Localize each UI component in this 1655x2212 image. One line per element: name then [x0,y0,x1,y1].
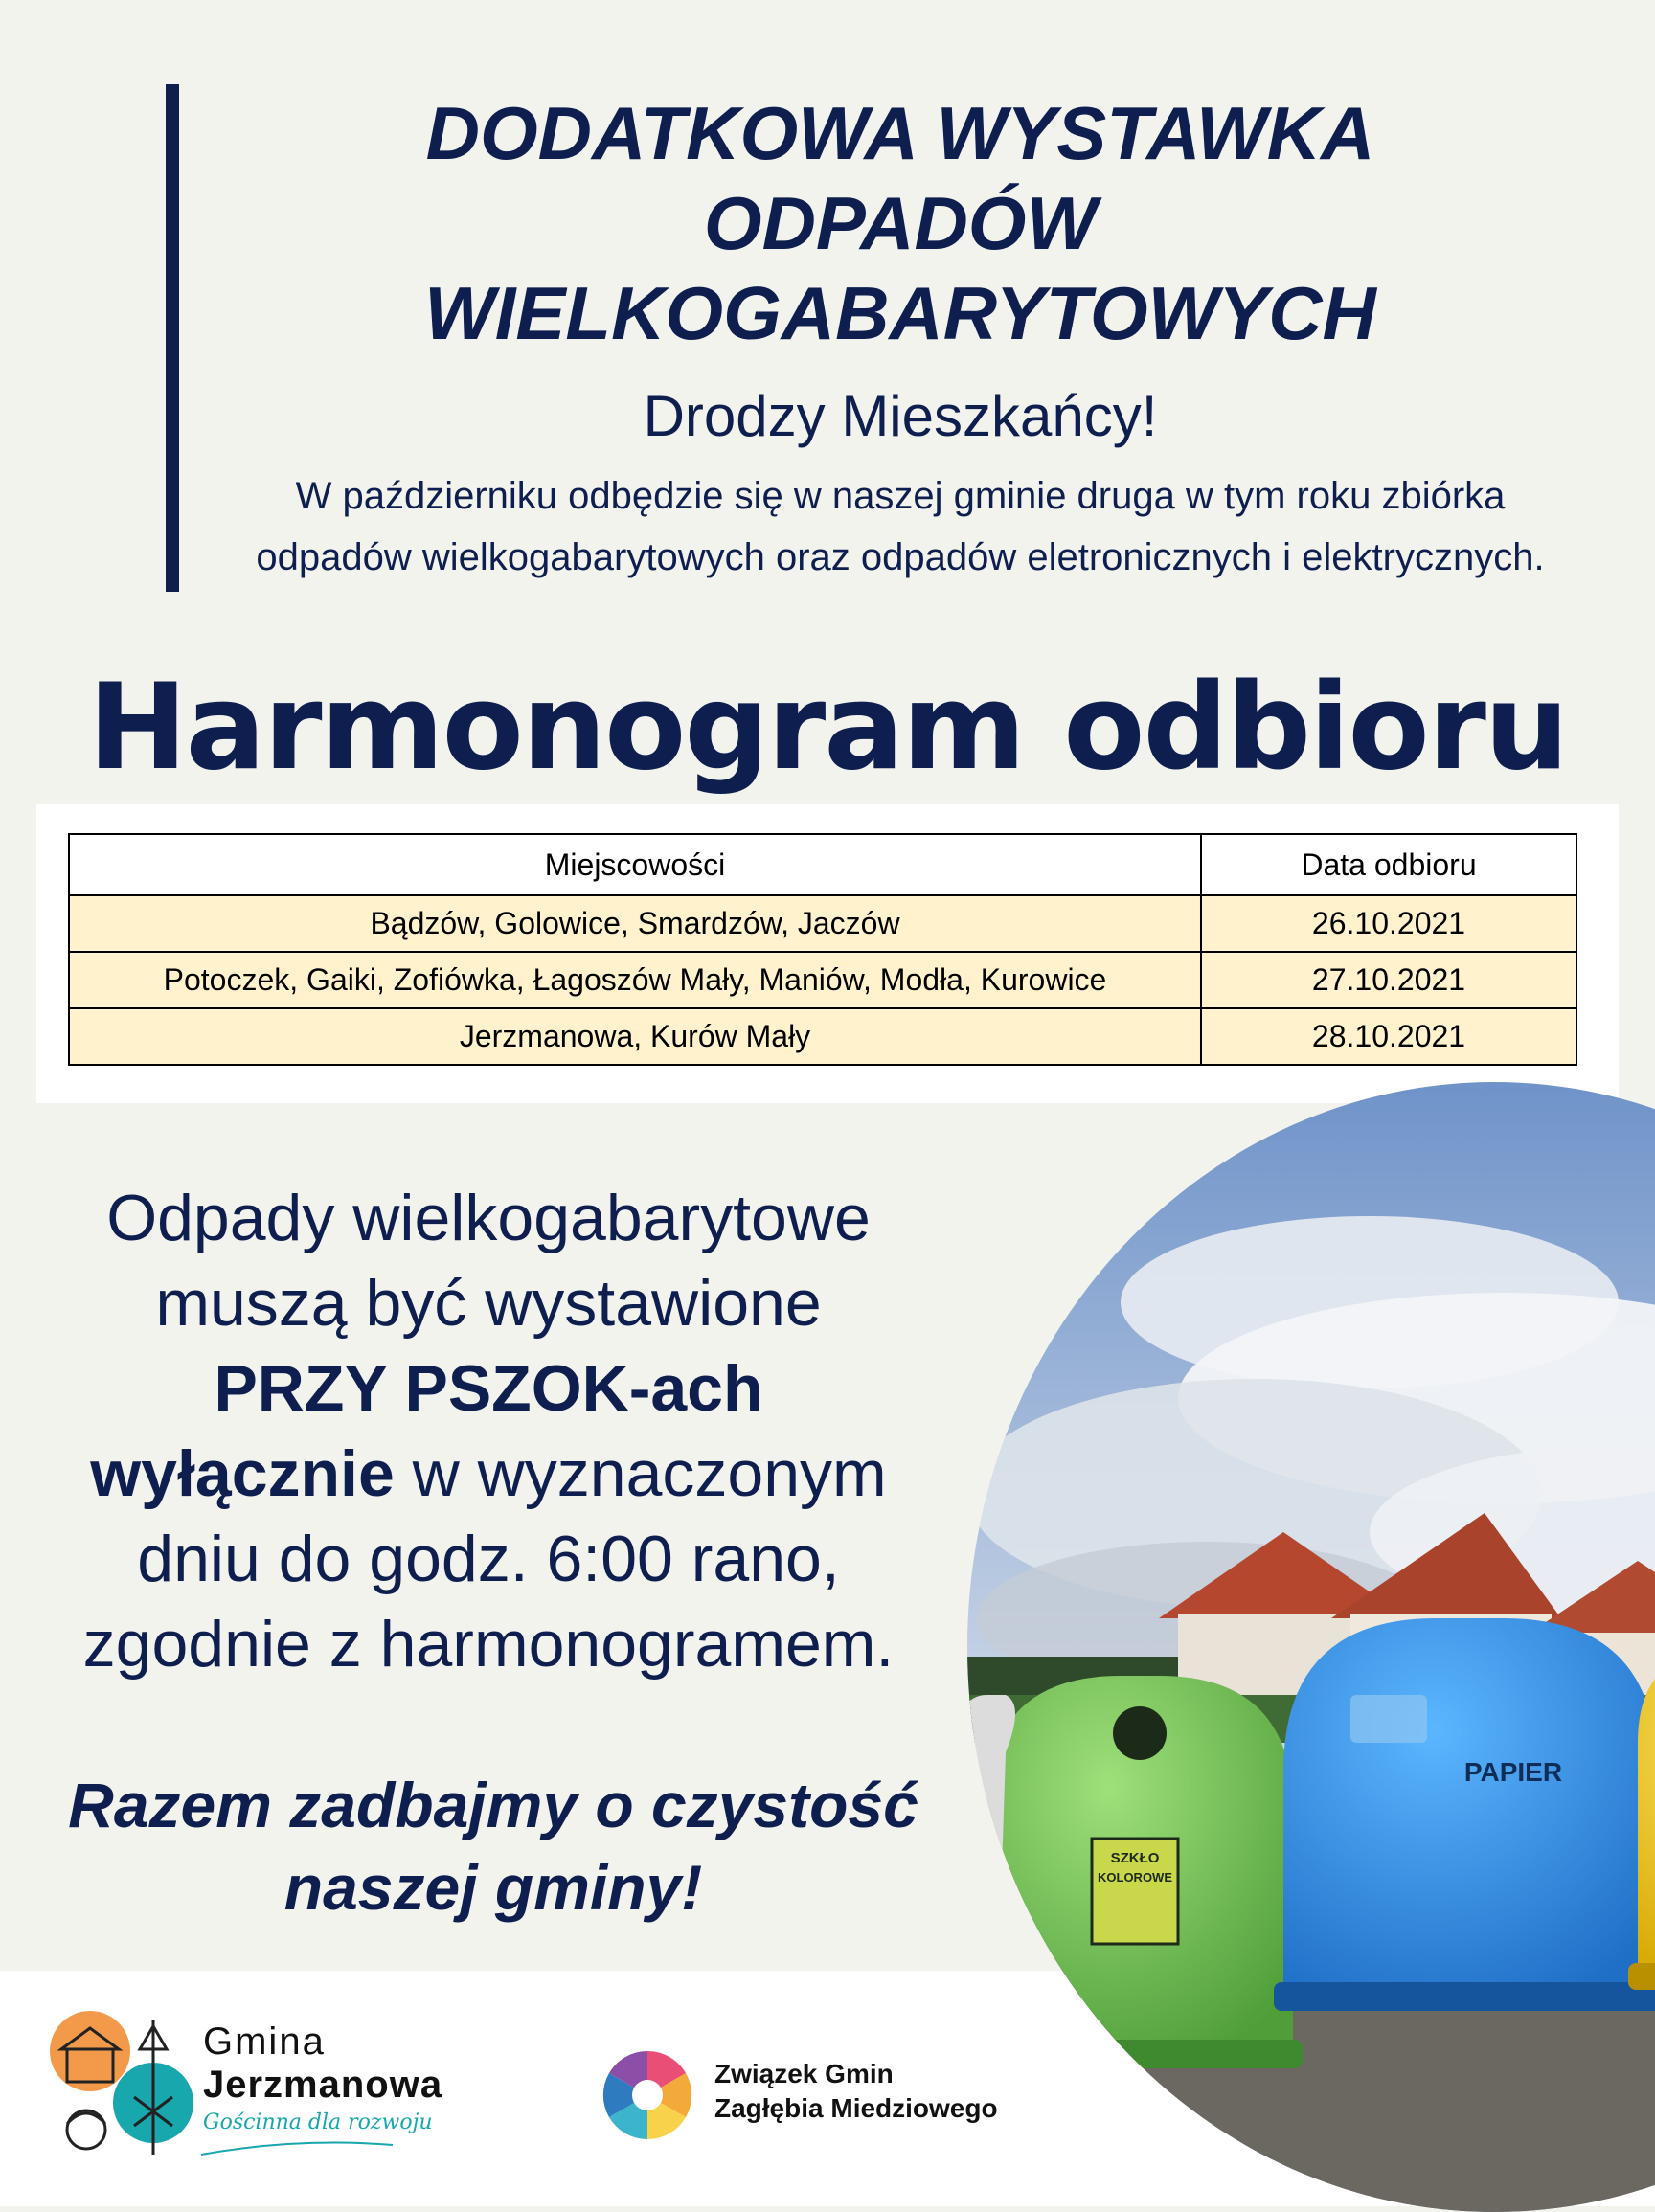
title-line-1: DODATKOWA WYSTAWKA [425,91,1375,175]
schedule-title: Harmonogram odbioru [87,659,1568,797]
schedule-table [68,833,1577,1066]
zgzm-line-2: Zagłębia Miedziowego [714,2093,998,2123]
column-header-places: Miejscowości [69,834,1201,895]
cell-date: 28.10.2021 [1201,1008,1576,1065]
cell-date: 26.10.2021 [1201,895,1576,952]
cell-places: Potoczek, Gaiki, Zofiówka, Łagoszów Mały, Maniów, Modła, Kurowice [69,952,1201,1008]
instructions-line-1: Odpady wielkogabarytowe [106,1182,871,1254]
gmina-name: Jerzmanowa [203,2064,443,2106]
cell-date: 27.10.2021 [1201,952,1576,1008]
closing-line-1: Razem zadbajmy o czystość [68,1770,918,1840]
gmina-logo-text [203,2020,442,2139]
schedule-panel [36,804,1619,1103]
table-row [69,952,1576,1008]
instructions-line-4-rest: w wyznaczonym [394,1437,887,1510]
instructions-bold-only: wyłącznie [90,1437,395,1510]
bin-label-paper: PAPIER [1463,1757,1563,1787]
accent-bar [166,84,179,592]
table-header-row [69,834,1576,895]
zgzm-logo-icon [600,2047,695,2143]
column-header-date: Data odbioru [1201,834,1576,895]
instructions-bold-pszok: PRZY PSZOK-ach [214,1352,763,1425]
closing-line-2: naszej gminy! [283,1852,703,1923]
bin-label-glass-2: KOLOROWE [1098,1870,1172,1885]
closing-slogan [10,1764,977,1929]
gmina-tagline: Gościnna dla rozwoju [203,2110,433,2134]
instructions-line-2: muszą być wystawione [155,1267,822,1340]
table-row [69,1008,1576,1065]
zgzm-logo-text [714,2057,998,2126]
gmina-label: Gmina [203,2020,326,2063]
instructions-line-4 [19,1432,958,1517]
instructions-text [19,1176,958,1687]
title-line-2: ODPADÓW [703,181,1098,265]
instructions-line-5: dniu do godz. 6:00 rano, [137,1523,840,1595]
zgzm-line-1: Związek Gmin [714,2059,894,2088]
intro-text: W październiku odbędzie się w naszej gminie druga w tym roku zbiórka odpadów wielkogabarytowych oraz odpadów eletronicznych i elektrycznych. [256,475,1545,578]
bin-label-glass-1: SZKŁO [1110,1850,1160,1866]
greeting: Drodzy Mieszkańcy! [643,384,1158,448]
cell-places: Bądzów, Golowice, Smardzów, Jaczów [69,895,1201,952]
title-line-3: WIELKOGABARYTOWYCH [424,271,1376,355]
table-row [69,895,1576,952]
page-title [230,88,1571,358]
instructions-line-6: zgodnie z harmonogramem. [82,1608,895,1681]
cell-places: Jerzmanowa, Kurów Mały [69,1008,1201,1065]
